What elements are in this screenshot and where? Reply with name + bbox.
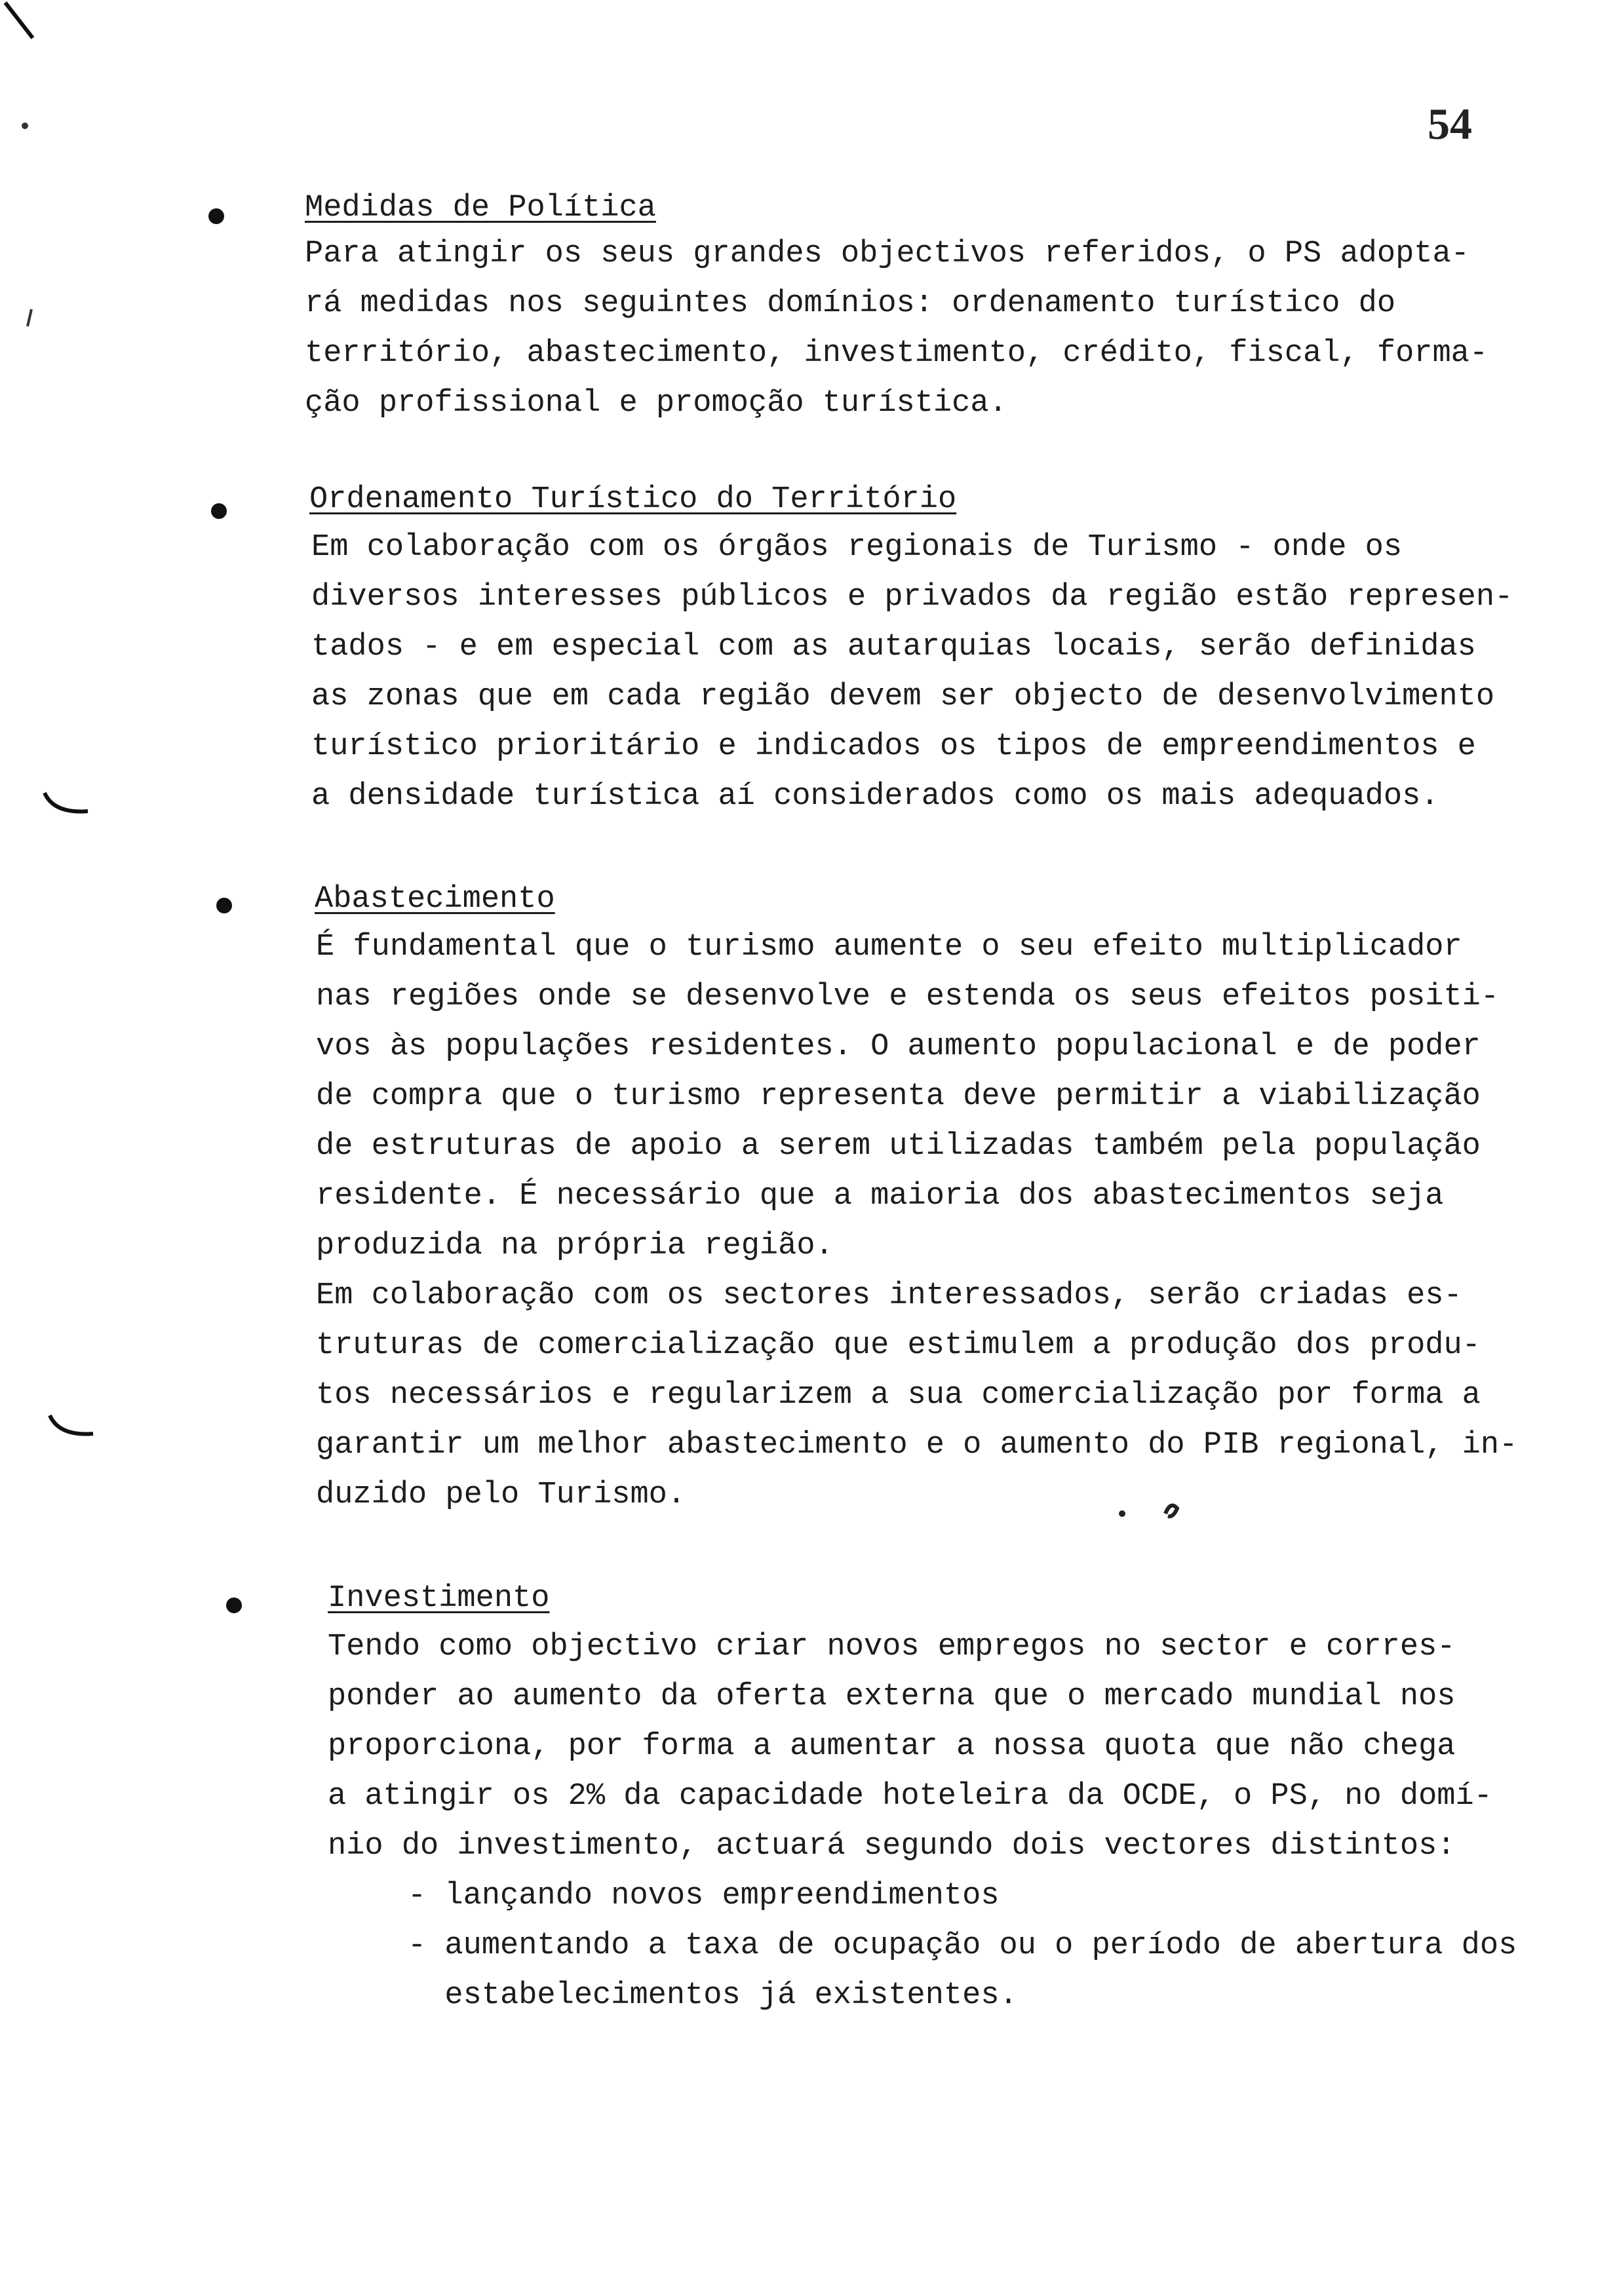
text-line: a atingir os 2% da capacidade hoteleira da OCDE, o PS, no domí- <box>328 1779 1492 1814</box>
list-item <box>408 1871 1000 1921</box>
text-line: rá medidas nos seguintes domínios: ordenamento turístico do <box>305 286 1396 321</box>
text-line: ção profissional e promoção turística. <box>305 386 1007 421</box>
bullet-point <box>226 1598 242 1613</box>
text-line: Em colaboração com os órgãos regionais de Turismo - onde os <box>311 530 1403 565</box>
binder-hole-mark-lower <box>45 1409 104 1455</box>
section-heading: Investimento <box>328 1581 550 1616</box>
text-line: É fundamental que o turismo aumente o seu efeito multiplicador <box>316 930 1462 965</box>
text-line: nio do investimento, actuará segundo dois vectores distintos: <box>328 1829 1456 1864</box>
list-item <box>408 1921 1517 2021</box>
text-line: tos necessários e regularizem a sua comercialização por forma a <box>316 1378 1481 1413</box>
text-line: de estruturas de apoio a serem utilizadas também pela população <box>316 1129 1481 1164</box>
bullet-point <box>216 898 232 913</box>
list-item-text: estabelecimentos já existentes. <box>408 1978 1018 2013</box>
section-heading: Abastecimento <box>315 882 555 917</box>
text-line: proporciona, por forma a aumentar a nossa quota que não chega <box>328 1729 1456 1764</box>
binder-hole-mark-upper <box>39 786 98 832</box>
text-line: ponder ao aumento da oferta externa que o mercado mundial nos <box>328 1679 1456 1714</box>
text-line: turístico prioritário e indicados os tipos de empreendimentos e <box>311 729 1476 764</box>
list-item-text: - lançando novos empreendimentos <box>408 1879 1000 1913</box>
text-line: tados - e em especial com as autarquias locais, serão definidas <box>311 630 1476 664</box>
text-line: as zonas que em cada região devem ser objecto de desenvolvimento <box>311 679 1495 714</box>
text-line: diversos interesses públicos e privados da região estão represen- <box>311 580 1513 615</box>
text-line: território, abastecimento, investimento, crédito, fiscal, forma- <box>305 336 1489 371</box>
text-line: produzida na própria região. <box>316 1229 834 1263</box>
text-line: truturas de comercialização que estimulem a produção dos produ- <box>316 1328 1481 1363</box>
text-line: garantir um melhor abastecimento e o aumento do PIB regional, in- <box>316 1428 1518 1463</box>
text-line: a densidade turística aí considerados como os mais adequados. <box>311 779 1439 814</box>
section-body <box>328 1622 1492 1871</box>
text-line: Para atingir os seus grandes objectivos referidos, o PS adopta- <box>305 237 1469 271</box>
section-body <box>311 523 1513 822</box>
margin-speck <box>13 118 39 341</box>
bullet-point <box>211 503 227 519</box>
text-line: nas regiões onde se desenvolve e estenda os seus efeitos positi- <box>316 980 1500 1014</box>
text-line: Tendo como objectivo criar novos empregos no sector e corres- <box>328 1630 1456 1664</box>
section-heading: Medidas de Política <box>305 191 656 225</box>
section-heading: Ordenamento Turístico do Território <box>309 482 957 517</box>
text-line: residente. É necessário que a maioria dos abastecimentos seja <box>316 1179 1444 1214</box>
corner-scan-mark <box>0 0 92 92</box>
section-body <box>316 923 1517 1520</box>
section-body <box>305 229 1488 429</box>
text-line: de compra que o turismo representa deve permitir a viabilização <box>316 1079 1481 1114</box>
page-number: 54 <box>1428 99 1472 149</box>
bullet-point <box>208 208 224 224</box>
text-line: Em colaboração com os sectores interessados, serão criadas es- <box>316 1278 1462 1313</box>
list-item-text: - aumentando a taxa de ocupação ou o período de abertura dos <box>408 1928 1517 1963</box>
text-line: vos às populações residentes. O aumento populacional e de poder <box>316 1029 1481 1064</box>
text-line: duzido pelo Turismo. <box>316 1478 686 1512</box>
